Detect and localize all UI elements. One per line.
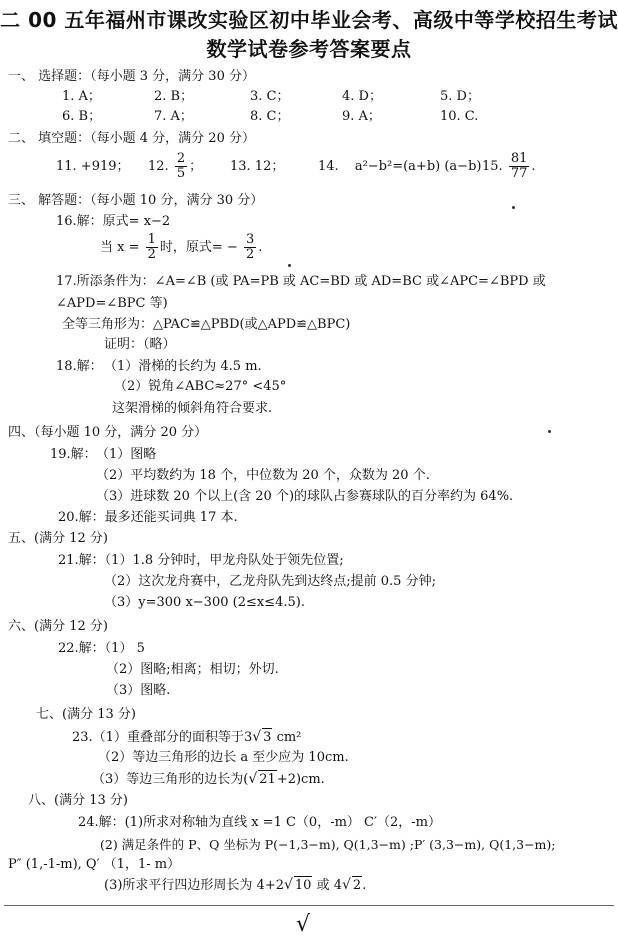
- sqrt-symbol-icon: √: [342, 877, 351, 893]
- answer-3: 3. C；: [250, 89, 290, 104]
- sqrt-symbol-icon: √: [252, 729, 262, 745]
- q18-label: 18.解：: [56, 359, 103, 374]
- handwritten-check-mark: √: [296, 912, 311, 937]
- answer-14-label: 14.: [318, 159, 339, 174]
- q24-item-3-radicand-2: 2: [352, 878, 362, 893]
- answer-15: [482, 148, 536, 186]
- q24-item-3-text: (3)所求平行四边形周长为 4+2: [104, 878, 284, 893]
- q18-item-2: （2）锐角∠ABC≈27° <45°: [114, 379, 287, 394]
- answer-12-numerator: 2: [176, 151, 186, 166]
- answer-15-label: 15.: [482, 159, 503, 174]
- answer-6: 6. B；: [62, 109, 102, 124]
- section-8-heading: 八、(满分 13 分): [28, 793, 128, 808]
- answer-7: 7. A；: [154, 109, 193, 124]
- answer-15-fraction: [509, 152, 530, 181]
- q16-denominator-2: 2: [245, 247, 255, 262]
- scan-speck: [512, 206, 515, 209]
- scan-speck: [548, 430, 551, 433]
- q24-item-2-cont: P″ (1,-1-m), Q′ （1，1- m）: [8, 857, 181, 872]
- q22-item-2: （2）图略;相离；相切；外切.: [106, 662, 279, 677]
- answer-12: [148, 148, 202, 186]
- answer-12-label: 12.: [148, 159, 169, 174]
- q17-line3: 全等三角形为：△PAC≌△PBD(或△APD≌△BPC): [62, 317, 351, 332]
- answer-5: 5. D；: [440, 89, 480, 104]
- answer-14: [318, 158, 481, 176]
- answer-12-end: ；: [189, 159, 203, 174]
- q16-denominator-1: 2: [147, 247, 156, 262]
- q16-line1: 16.解：原式= x−2: [56, 214, 171, 229]
- answer-15-end: .: [531, 159, 536, 174]
- q23-item-2: （2）等边三角形的边长 a 至少应为 10cm.: [98, 750, 349, 765]
- section-3-heading: 三、 解答题：（每小题 10 分，满分 30 分）: [8, 193, 264, 208]
- q20-answer: 20.解：最多还能买词典 17 本.: [58, 510, 238, 525]
- footer-divider: [4, 905, 614, 906]
- answer-15-numerator: 81: [510, 151, 528, 166]
- q24-item-3-end: .: [362, 878, 367, 893]
- scan-speck: [288, 264, 291, 267]
- q16-line2: [100, 230, 262, 266]
- answer-14-expression: a²−b²=(a+b) (a−b): [354, 159, 482, 174]
- q18-item-3: 这架滑梯的倾斜角符合要求.: [112, 401, 273, 416]
- q24-item-2: (2) 满足条件的 P、Q 坐标为 P(−1,3−m), Q(1,3−m) ;P′ (3,3−m), Q(1,3−m);: [100, 837, 556, 852]
- q24-item-3-or: 或 4: [316, 878, 342, 893]
- section-4-heading: 四、（每小题 10 分，满分 20 分）: [8, 425, 208, 440]
- answer-2: 2. B；: [154, 89, 194, 104]
- q17-line4: 证明：（略）: [104, 337, 176, 352]
- q17-line1: 17.所添条件为：∠A=∠B (或 PA=PB 或 AC=BD 或 AD=BC 或∠APC=∠BPD 或: [56, 274, 546, 289]
- answer-13: 13. 12；: [230, 159, 285, 174]
- q23-item-1-radicand: 3: [263, 730, 272, 745]
- section-7-heading: 七、(满分 13 分): [36, 707, 136, 722]
- q21-item-2: （2）这次龙舟赛中，乙龙舟队先到达终点;提前 0.5 分钟;: [104, 574, 436, 589]
- section-1-heading: 一、 选择题：（每小题 3 分，满分 30 分）: [8, 69, 255, 84]
- q19-label: 19.解：: [50, 447, 97, 462]
- q19-item-2: （2）平均数约为 18 个，中位数为 20 个，众数为 20 个.: [96, 468, 430, 483]
- q23-item-1-unit: cm²: [276, 730, 302, 745]
- answer-1: 1. A；: [62, 89, 101, 104]
- q24-item-1: 24.解：(1)所求对称轴为直线 x =1 C（0，-m） C′（2，-m）: [78, 815, 441, 830]
- page-title: 二 00 五年福州市课改实验区初中毕业会考、高级中等学校招生考试: [0, 8, 618, 32]
- answer-12-fraction: [175, 152, 187, 181]
- q23-item-1: [72, 728, 301, 747]
- q16-mid: 时，原式= −: [159, 240, 238, 255]
- q19-item-3: （3）进球数 20 个以上(含 20 个)的球队占参赛球队的百分率约为 64%.: [96, 489, 514, 504]
- q23-item-1-text: 23.（1）重叠部分的面积等于: [72, 730, 244, 745]
- answer-11: 11. +919；: [56, 159, 130, 174]
- q23-item-3-text: （3）等边三角形的边长为(: [92, 772, 249, 787]
- q24-item-3-radicand-1: 10: [294, 878, 312, 893]
- q22-item-1: 22.解：（1） 5: [58, 641, 145, 656]
- sqrt-symbol-icon: √: [248, 771, 258, 787]
- answer-15-denominator: 77: [510, 166, 528, 181]
- section-2-heading: 二、 填空题：（每小题 4 分，满分 20 分）: [8, 131, 255, 146]
- q16-when: 当 x =: [100, 240, 140, 255]
- q21-item-3: （3）y=300 x−300 (2≤x≤4.5).: [104, 595, 305, 610]
- q21-item-1: 21.解：（1）1.8 分钟时，甲龙舟队处于领先位置;: [58, 553, 344, 568]
- q19-item-1: （1）图略: [96, 447, 157, 462]
- q24-item-3: [104, 876, 366, 895]
- section-5-heading: 五、(满分 12 分): [8, 531, 108, 546]
- q16-fraction-1: [146, 233, 158, 262]
- sqrt-symbol-icon: √: [283, 877, 293, 893]
- q23-item-1-coef: 3: [243, 730, 253, 745]
- section-6-heading: 六、(满分 12 分): [8, 619, 108, 634]
- q16-numerator-2: 3: [245, 232, 255, 247]
- q16-end: .: [258, 240, 263, 255]
- q17-line2: ∠APD=∠BPC 等): [56, 296, 168, 311]
- answer-8: 8. C；: [250, 109, 290, 124]
- answer-10: 10. C.: [440, 109, 479, 124]
- answer-4: 4. D；: [342, 89, 382, 104]
- answer-12-denominator: 5: [176, 166, 186, 181]
- q16-fraction-2: [244, 233, 256, 262]
- q18-item-1: （1）滑梯的长约为 4.5 m.: [104, 359, 262, 374]
- q22-item-3: （3）图略.: [106, 683, 171, 698]
- q23-item-3-tail: +2)cm.: [276, 772, 325, 787]
- page-subtitle: 数学试卷参考答案要点: [206, 37, 412, 61]
- q23-item-3: [92, 770, 325, 789]
- q23-item-3-radicand: 21: [259, 772, 276, 787]
- q16-numerator-1: 1: [147, 232, 156, 247]
- answer-9: 9. A；: [342, 109, 381, 124]
